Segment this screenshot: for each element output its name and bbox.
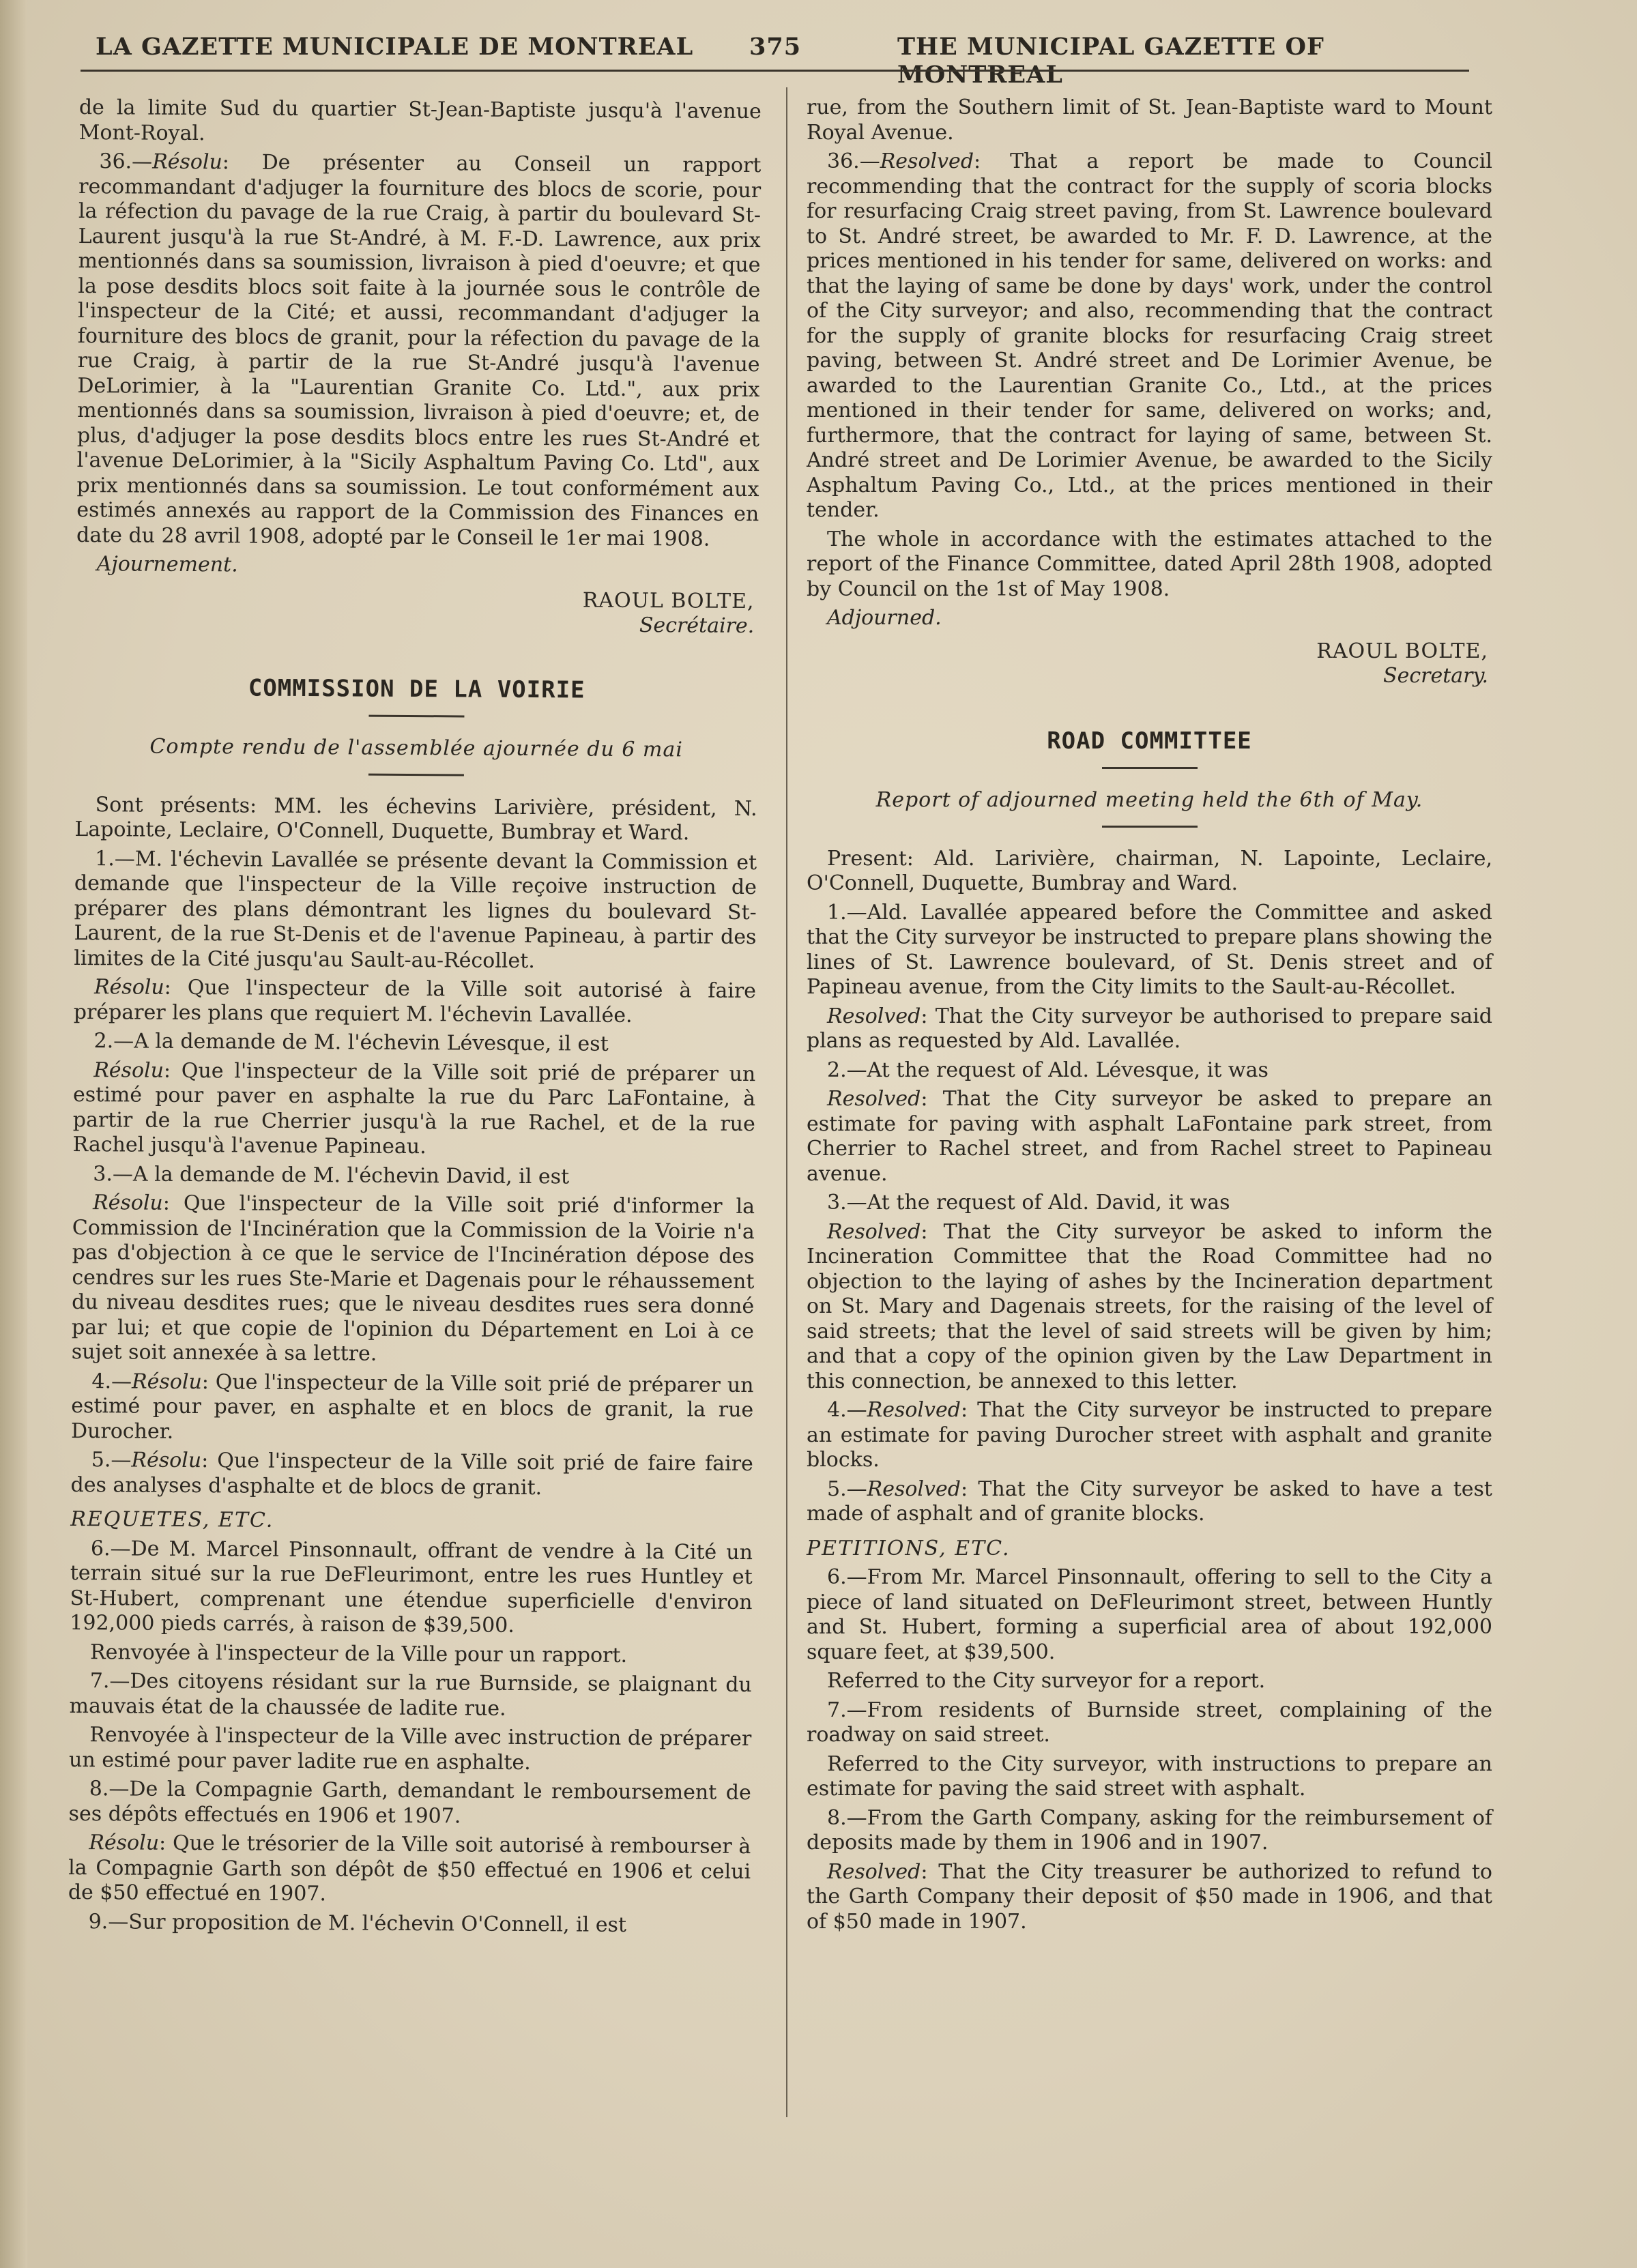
paragraph-36: 36.—Résolu: De présenter au Conseil un rapport recommandant d'adjuger la fourniture des blocs de scorie, pour la réfection du pavage de la rue Craig, à partir du boulevard St-Laurent jusqu'à la rue St-André, à M. F.-D. Lawrence, aux prix mentionnés dans sa soumission, livraison à pied d'oeuvre; et que la pose desdits blocs soit faite à la journée sous le contrôle de l'inspecteur de la Cité; et aussi, recommandant d'adjuger la fourniture des blocs de granit, pour la réfection du pavage de la rue Craig, à partir de la rue St-André jusqu'à l'avenue DeLorimier, à la "Laurentian Granite Co. Ltd.", aux prix mentionnés dans sa soumission, livraison à pied d'oeuvre; et, de plus, d'adjuger la pose desdits blocs entre les rues St-André et l'avenue DeLorimier, à la "Sicily Asphaltum Paving Co. Ltd", aux prix mentionnés dans sa soumission. Le tout conformément aux estimés annexés au rapport de la Commission des Finances en date du 28 avril 1908, adopté par le Conseil le 1er mai 1908. [76, 149, 762, 551]
header-left-title: LA GAZETTE MUNICIPALE DE MONTREAL [96, 33, 694, 61]
referral-7: Referred to the City surveyor, with instructions to prepare an estimate for paving the said street with asphalt. [807, 1751, 1492, 1801]
section-rule [1102, 826, 1198, 828]
section-subtitle: Report of adjourned meeting held the 6th of May. [875, 788, 1423, 812]
paragraph-36: 36.—Resolved: That a report be made to Council recommending that the contract for the supply of scoria blocks for resurfacing Craig street paving, from St. Lawrence boulevard to St. André street, be awarded to Mr. F. D. Lawrence, at the prices mentioned in his tender for same, delivered on works: and that the laying of same be done by days' work, under the control of the City surveyor; and also, recommending that the contract for the supply of granite blocks for resurfacing Craig street paving, between St. André street and De Lorimier Avenue, be awarded to the Laurentian Granite Co., Ltd., at the prices mentioned in their tender for same, delivered on works; and, furthermore, that the contract for laying of same, between St. André street and De Lorimier Avenue, be awarded to the Sicily Asphaltum Paving Co., Ltd., at the prices mentioned in their tender. [807, 149, 1492, 522]
section-rule [368, 773, 464, 776]
section-rule [368, 715, 464, 718]
page-number: 375 [749, 33, 802, 61]
signature-title: Secretary. [1383, 664, 1488, 688]
resolution-3: Resolved: That the City surveyor be asked to inform the Incineration Committee that the Road Committee had no objection to the laying of ashes by the Incineration department on St. Mary and Dagenais streets, for the raising of the level of said streets; that the level of said streets will be given by him; and that a copy of the opinion given by the Law Department in this connection, be annexed to this letter. [807, 1219, 1492, 1393]
signature-name: RAOUL BOLTE, [582, 588, 755, 613]
paragraph-6: 6.—From Mr. Marcel Pinsonnault, offering to sell to the City a piece of land situated on DeFleurimont street, between Huntly and St. Hubert, forming a superficial area of about 192,000 square feet, at $39,500. [807, 1565, 1492, 1664]
signature-name: RAOUL BOLTE, [1316, 639, 1488, 663]
paragraph-8: 8.—From the Garth Company, asking for the reimbursement of deposits made by them in 1906 and in 1907. [807, 1805, 1492, 1855]
paragraph-present: Present: Ald. Larivière, chairman, N. Lapointe, Leclaire, O'Connell, Duquette, Bumbray and Ward. [807, 846, 1492, 895]
english-column [807, 96, 1492, 1938]
paragraph-present: Sont présents: MM. les échevins Larivière, président, N. Lapointe, Leclaire, O'Connell, Duquette, Bumbray et Ward. [74, 792, 757, 845]
resolution-2: Resolved: That the City surveyor be asked to prepare an estimate for paving with asphalt LaFontaine park street, from Cherrier to Rachel street, and from Rachel street to Papineau avenue. [807, 1087, 1492, 1186]
paragraph-1: 1.—Ald. Lavallée appeared before the Committee and asked that the City surveyor be instructed to prepare plans showing the lines of St. Lawrence boulevard, of St. Denis street and of Papineau avenue, from the City limits to the Sault-au-Récollet. [807, 900, 1492, 999]
paragraph-7: 7.—From residents of Burnside street, complaining of the roadway on said street. [807, 1698, 1492, 1747]
paragraph-3: 3.—A la demande de M. l'échevin David, il est [93, 1161, 570, 1189]
petitions-heading: PETITIONS, ETC. [807, 1536, 1011, 1560]
paragraph-whole: The whole in accordance with the estimates attached to the report of the Finance Committee, dated April 28th 1908, adopted by Council on the 1st of May 1908. [807, 527, 1492, 601]
header-rule [81, 70, 1469, 72]
referral-7: Renvoyée à l'inspecteur de la Ville avec instruction de préparer un estimé pour paver ladite rue en asphalte. [68, 1723, 752, 1775]
resolution-8: Resolved: That the City treasurer be authorized to refund to the Garth Company their deposit of $50 made in 1906, and that of $50 made in 1907. [807, 1859, 1492, 1934]
header-right-title: THE MUNICIPAL GAZETTE OF MONTREAL [897, 33, 1324, 89]
resolution-3: Résolu: Que l'inspecteur de la Ville soit prié d'informer la Commission de l'Incinération que la Commission de la Voirie n'a pas d'objection à ce que le service de l'Incinération dépose des cendres sur les rues Ste-Marie et Dagenais pour le réhaussement du niveau desdites rues; que le niveau desdites rues sera donné par lui; et que copie de l'opinion du Département en Loi à ce sujet soit annexée à sa lettre. [71, 1191, 755, 1366]
signature [807, 639, 1488, 689]
page-binding-edge [0, 0, 27, 2268]
petitions-heading: REQUETES, ETC. [70, 1507, 274, 1532]
resolution-8: Résolu: Que le trésorier de la Ville soit autorisé à rembourser à la Compagnie Garth son dépôt de $50 effectué en 1906 et celui de $50 effectué en 1907. [68, 1831, 751, 1906]
section-subtitle: Compte rendu de l'assemblée ajournée du 6 mai [149, 734, 683, 762]
paragraph-8: 8.—De la Compagnie Garth, demandant le remboursement de ses dépôts effectués en 1906 et 1907. [68, 1777, 751, 1828]
paragraph-5: 5.—Résolu: Que l'inspecteur de la Ville soit prié de faire faire des analyses d'asphalte et de blocs de granit. [70, 1448, 753, 1500]
paragraph-4: 4.—Resolved: That the City surveyor be instructed to prepare an estimate for paving Durocher street with asphalt and granite blocks. [807, 1398, 1492, 1472]
resolution-1: Résolu: Que l'inspecteur de la Ville soit autorisé à faire préparer les plans que requiert M. l'échevin Lavallée. [73, 975, 757, 1028]
french-column [68, 96, 762, 1943]
referral-6: Renvoyée à l'inspecteur de la Ville pour un rapport. [89, 1640, 628, 1668]
paragraph-2: 2.—A la demande de M. l'échevin Lévesque, il est [93, 1029, 609, 1056]
resolution-2: Résolu: Que l'inspecteur de la Ville soit prié de préparer un estimé pour paver en asphalte la rue du Parc LaFontaine, à partir de la rue Cherrier jusqu'à la rue Rachel, et de la rue Rachel jusqu'à l'avenue Papineau. [72, 1058, 756, 1159]
paragraph-4: 4.—Résolu: Que l'inspecteur de la Ville soit prié de préparer un estimé pour paver, en asphalte et en blocs de granit, la rue Durocher. [70, 1369, 754, 1444]
referral-6: Referred to the City surveyor for a report. [827, 1669, 1266, 1693]
paragraph-3: 3.—At the request of Ald. David, it was [827, 1191, 1230, 1215]
signature [76, 585, 754, 639]
adjournment: Ajournement. [96, 552, 238, 577]
section-title: COMMISSION DE LA VOIRIE [248, 674, 585, 704]
signature-title: Secrétaire. [639, 613, 755, 639]
paragraph-1: 1.—M. l'échevin Lavallée se présente devant la Commission et demande que l'inspecteur de la Ville reçoive instruction de préparer des plans démontrant les lignes du boulevard St-Laurent, de la rue St-Denis et de l'avenue Papineau, à partir des limites de la Cité jusqu'au Sault-au-Récollet. [74, 846, 757, 973]
paragraph-5: 5.—Resolved: That the City surveyor be asked to have a test made of asphalt and of granite blocks. [807, 1477, 1492, 1526]
paragraph-6: 6.—De M. Marcel Pinsonnault, offrant de vendre à la Cité un terrain situé sur la rue DeFleurimont, entre les rues Huntley et St-Hubert, comprenant une étendue superficielle d'environ 192,000 pieds carrés, à raison de $39,500. [70, 1536, 753, 1638]
paragraph: de la limite Sud du quartier St-Jean-Baptiste jusqu'à l'avenue Mont-Royal. [78, 96, 762, 145]
adjournment: Adjourned. [827, 606, 942, 630]
paragraph-2: 2.—At the request of Ald. Lévesque, it was [827, 1058, 1269, 1082]
column-divider [786, 87, 787, 2117]
section-rule [1102, 767, 1198, 769]
section-title: ROAD COMMITTEE [1047, 727, 1252, 755]
resolution-1: Resolved: That the City surveyor be authorised to prepare said plans as requested by Ald. Lavallée. [807, 1004, 1492, 1053]
paragraph: rue, from the Southern limit of St. Jean-Baptiste ward to Mount Royal Avenue. [807, 96, 1492, 145]
page-header [96, 33, 1460, 89]
paragraph-9: 9.—Sur proposition de M. l'échevin O'Connell, il est [88, 1909, 627, 1937]
paragraph-7: 7.—Des citoyens résidant sur la rue Burnside, se plaignant du mauvais état de la chaussée de ladite rue. [69, 1669, 752, 1721]
